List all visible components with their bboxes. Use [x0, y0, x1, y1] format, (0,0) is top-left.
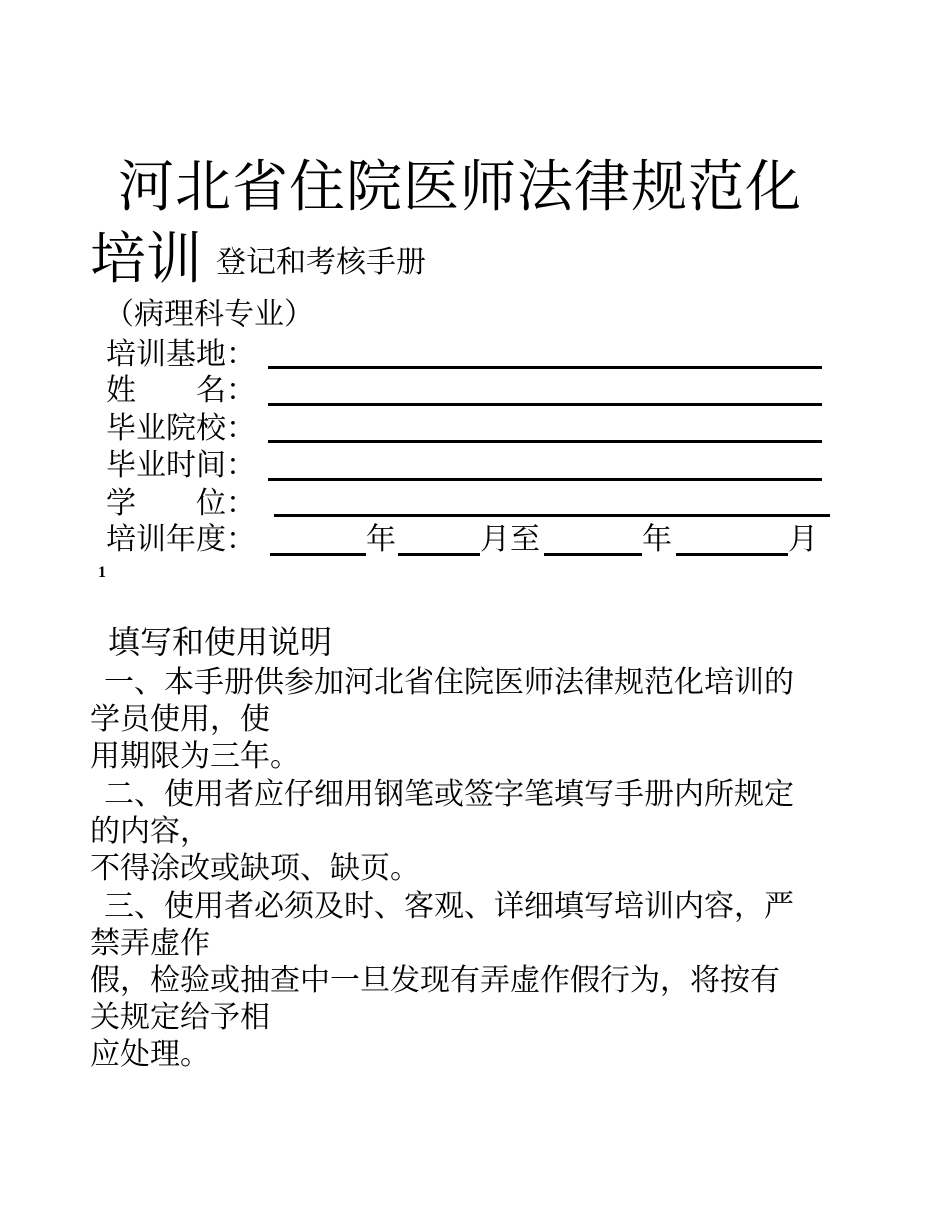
instruction-3-line-3: 假，检验或抽查中一旦发现有弄虚作假行为，将按有	[90, 963, 780, 998]
end-month-field-line[interactable]	[676, 553, 788, 556]
year-unit-1: 年	[366, 522, 396, 557]
year-unit-2: 年	[642, 522, 672, 557]
month-unit-end: 月	[788, 522, 818, 557]
base-label: 培训基地：	[106, 337, 256, 372]
grad-time-field-line[interactable]	[268, 478, 822, 481]
name-label: 姓 名：	[106, 373, 256, 408]
instruction-1-line-1: 一、本手册供参加河北省住院医师法律规范化培训的	[104, 665, 794, 700]
instruction-2-line-3: 不得涂改或缺项、缺页。	[90, 851, 420, 886]
instruction-3-line-4: 关规定给予相	[90, 1000, 270, 1035]
page-number: 1	[98, 564, 106, 581]
base-field-line[interactable]	[268, 366, 822, 369]
instructions-title: 填写和使用说明	[108, 623, 333, 661]
instruction-1-line-2: 学员使用，使	[90, 702, 270, 737]
instruction-2-line-2: 的内容，	[90, 814, 210, 849]
document-title-line1: 河北省住院医师法律规范化	[118, 155, 802, 220]
start-year-field-line[interactable]	[270, 553, 366, 556]
training-year-label: 培训年度：	[106, 522, 256, 557]
grad-time-label: 毕业时间：	[106, 448, 256, 483]
school-field-line[interactable]	[268, 440, 822, 443]
start-month-field-line[interactable]	[398, 553, 480, 556]
instruction-1-line-3: 用期限为三年。	[90, 739, 300, 774]
end-year-field-line[interactable]	[544, 553, 642, 556]
document-title-training: 培训	[90, 227, 202, 292]
instruction-3-line-5: 应处理。	[90, 1037, 210, 1072]
degree-field-line[interactable]	[274, 514, 830, 517]
school-label: 毕业院校：	[106, 411, 256, 446]
instruction-2-line-1: 二、使用者应仔细用钢笔或签字笔填写手册内所规定	[104, 777, 794, 812]
document-title-line2	[90, 227, 426, 292]
document-title-register: 登记和考核手册	[216, 245, 426, 280]
degree-label: 学 位：	[106, 486, 256, 521]
specialty-subtitle: （病理科专业）	[104, 297, 314, 332]
instruction-3-line-1: 三、使用者必须及时、客观、详细填写培训内容，严	[104, 889, 794, 924]
name-field-line[interactable]	[268, 403, 822, 406]
instruction-3-line-2: 禁弄虚作	[90, 926, 210, 961]
month-to-label: 月至	[480, 522, 540, 557]
